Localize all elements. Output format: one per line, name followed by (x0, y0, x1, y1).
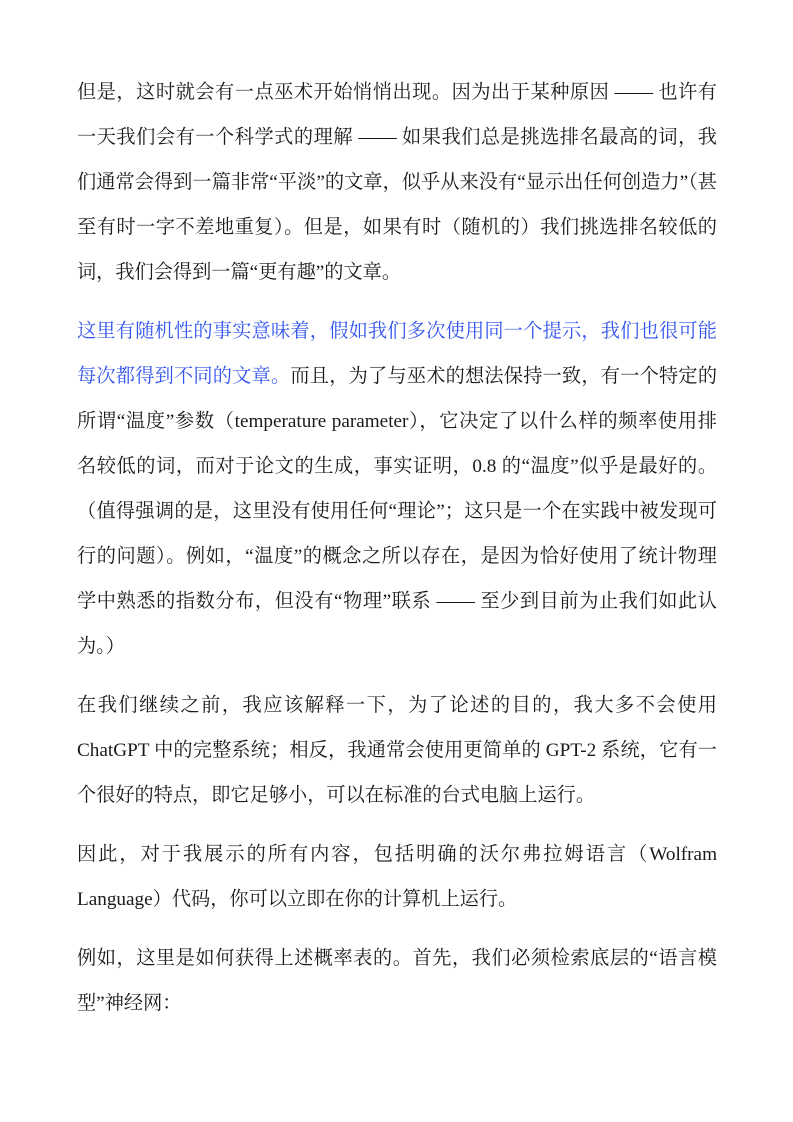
paragraph-gpt2-note: 在我们继续之前，我应该解释一下，为了论述的目的，我大多不会使用 ChatGPT 中的完整系统；相反，我通常会使用更简单的 GPT-2 系统，它有一个很好的特点，即它足够小，可以在标准的台式电脑上运行。 (77, 695, 717, 806)
paragraph-temperature-body: 而且，为了与巫术的想法保持一致，有一个特定的所谓“温度”参数（temperature parameter），它决定了以什么样的频率使用排名较低的词，而对于论文的生成，事实证明，0.8 的“温度”似乎是最好的。（值得强调的是，这里没有使用任何“理论”；这只是一个在实践中被发现可行的问题）。例如，“温度”的概念之所以存在，是因为恰好使用了统计物理学中熟悉的指数分布，但没有“物理”联系 —— 至少到目前为止我们如此认为。） (77, 366, 718, 657)
highlighted-sentence: 这里有随机性的事实意味着，假如我们多次使用同一个提示，我们也很可能每次都得到不同的文章。 (77, 321, 717, 387)
paragraph-temperature (77, 309, 717, 669)
paragraph-language-model: 例如，这里是如何获得上述概率表的。首先，我们必须检索底层的“语言模型”神经网： (77, 948, 717, 1014)
document-page (77, 70, 717, 1040)
paragraph-wolfram-code: 因此，对于我展示的所有内容，包括明确的沃尔弗拉姆语言（Wolfram Language）代码，你可以立即在你的计算机上运行。 (77, 844, 717, 910)
paragraph-sampling-magic: 但是，这时就会有一点巫术开始悄悄出现。因为出于某种原因 —— 也许有一天我们会有一个科学式的理解 —— 如果我们总是挑选排名最高的词，我们通常会得到一篇非常“平淡”的文章，似乎从来没有“显示出任何创造力”（甚至有时一字不差地重复）。但是，如果有时（随机的）我们挑选排名较低的词，我们会得到一篇“更有趣”的文章。 (77, 82, 717, 283)
